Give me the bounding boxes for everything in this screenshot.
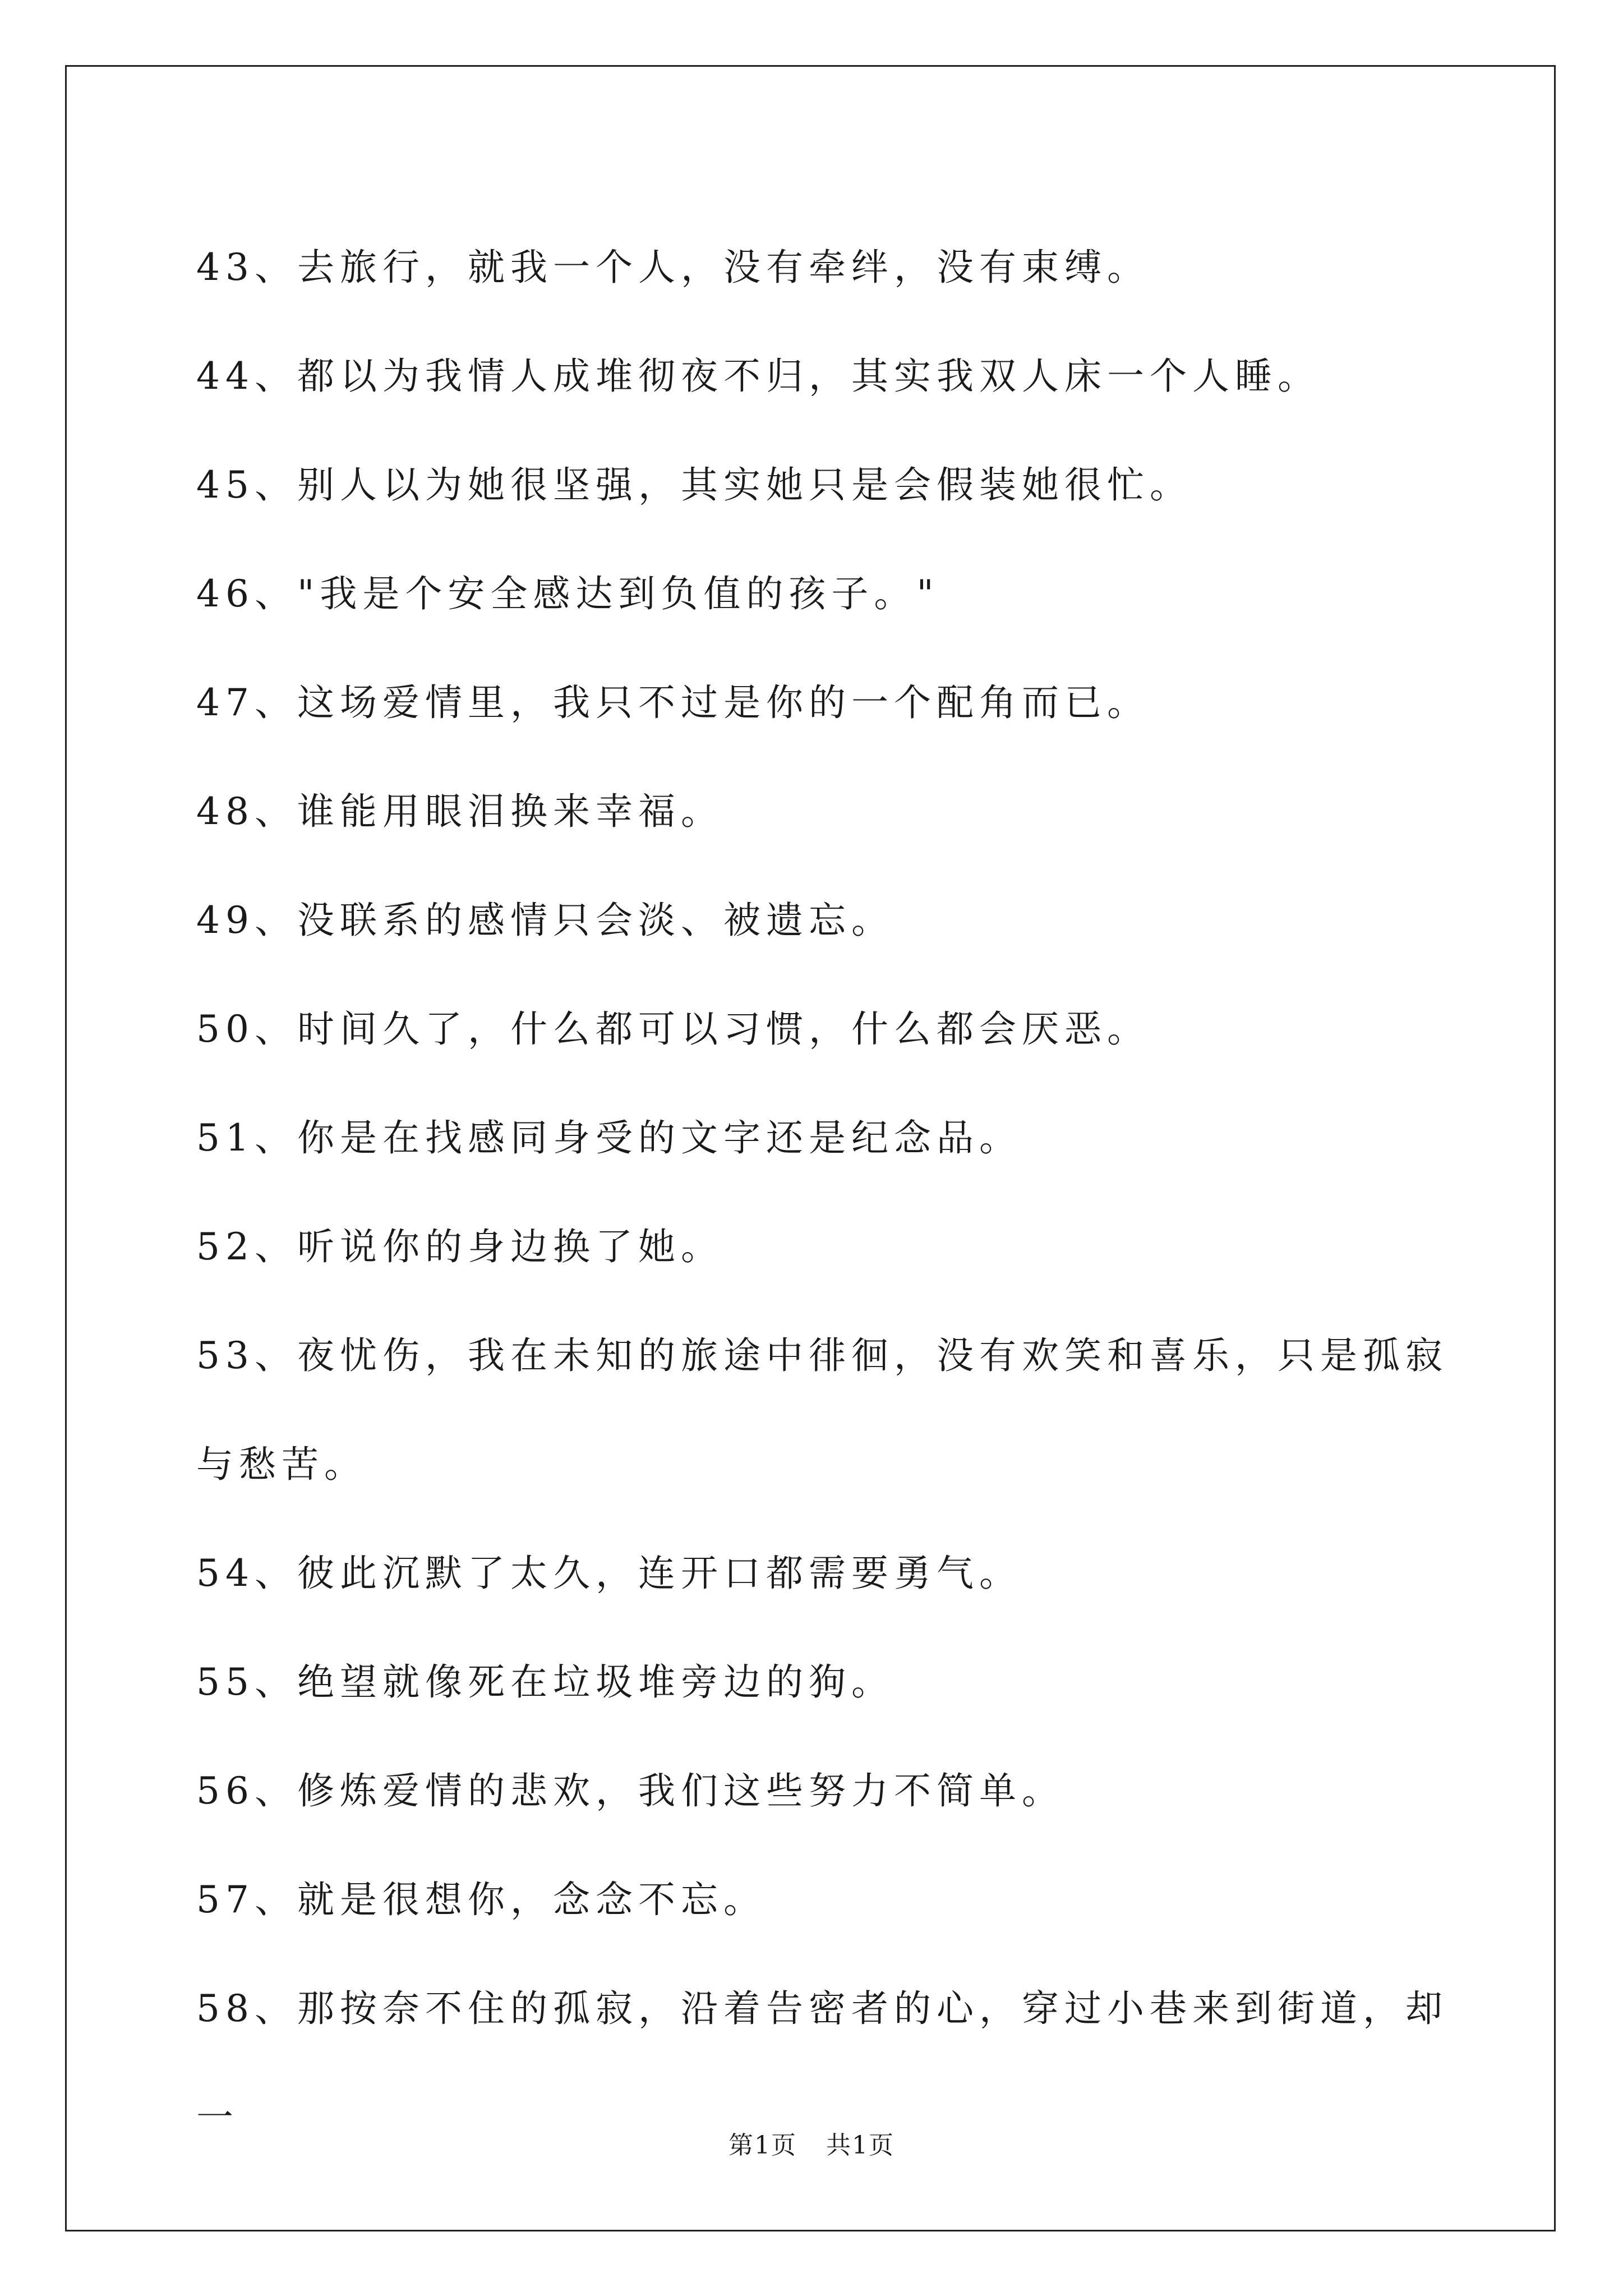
list-item: 50、时间久了，什么都可以习惯，什么都会厌恶。 [196, 1007, 1150, 1051]
list-item: 55、绝望就像死在垃圾堆旁边的狗。 [196, 1660, 894, 1704]
list-item: 47、这场爱情里，我只不过是你的一个配角而已。 [196, 681, 1150, 724]
list-item: 56、修炼爱情的悲欢，我们这些努力不简单。 [196, 1769, 1064, 1812]
list-item: 51、你是在找感同身受的文字还是纪念品。 [196, 1116, 1022, 1159]
page-number: 第1页 [728, 2131, 797, 2160]
list-item: 43、去旅行，就我一个人，没有牵绊，没有束缚。 [196, 246, 1150, 289]
list-item: 48、谁能用眼泪换来幸福。 [196, 790, 723, 833]
list-item: 58、那按奈不住的孤寂，沿着告密者的心，穿过小巷来到街道，却一 [196, 1987, 1448, 2139]
list-item: 49、没联系的感情只会淡、被遗忘。 [196, 899, 894, 942]
quote-list [196, 213, 1464, 2172]
page-footer [0, 2125, 1623, 2161]
list-item: 53、夜忧伤，我在未知的旅途中徘徊，没有欢笑和喜乐，只是孤寂与愁苦。 [196, 1334, 1448, 1486]
list-item: 57、就是很想你，念念不忘。 [196, 1878, 766, 1921]
list-item: 46、"我是个安全感达到负值的孩子。" [196, 572, 939, 615]
list-item: 45、别人以为她很坚强，其实她只是会假装她很忙。 [196, 463, 1192, 507]
list-item: 54、彼此沉默了太久，连开口都需要勇气。 [196, 1552, 1022, 1595]
list-item: 44、都以为我情人成堆彻夜不归，其实我双人床一个人睡。 [196, 355, 1320, 398]
page-total: 共1页 [826, 2131, 895, 2160]
list-item: 52、听说你的身边换了她。 [196, 1225, 723, 1268]
